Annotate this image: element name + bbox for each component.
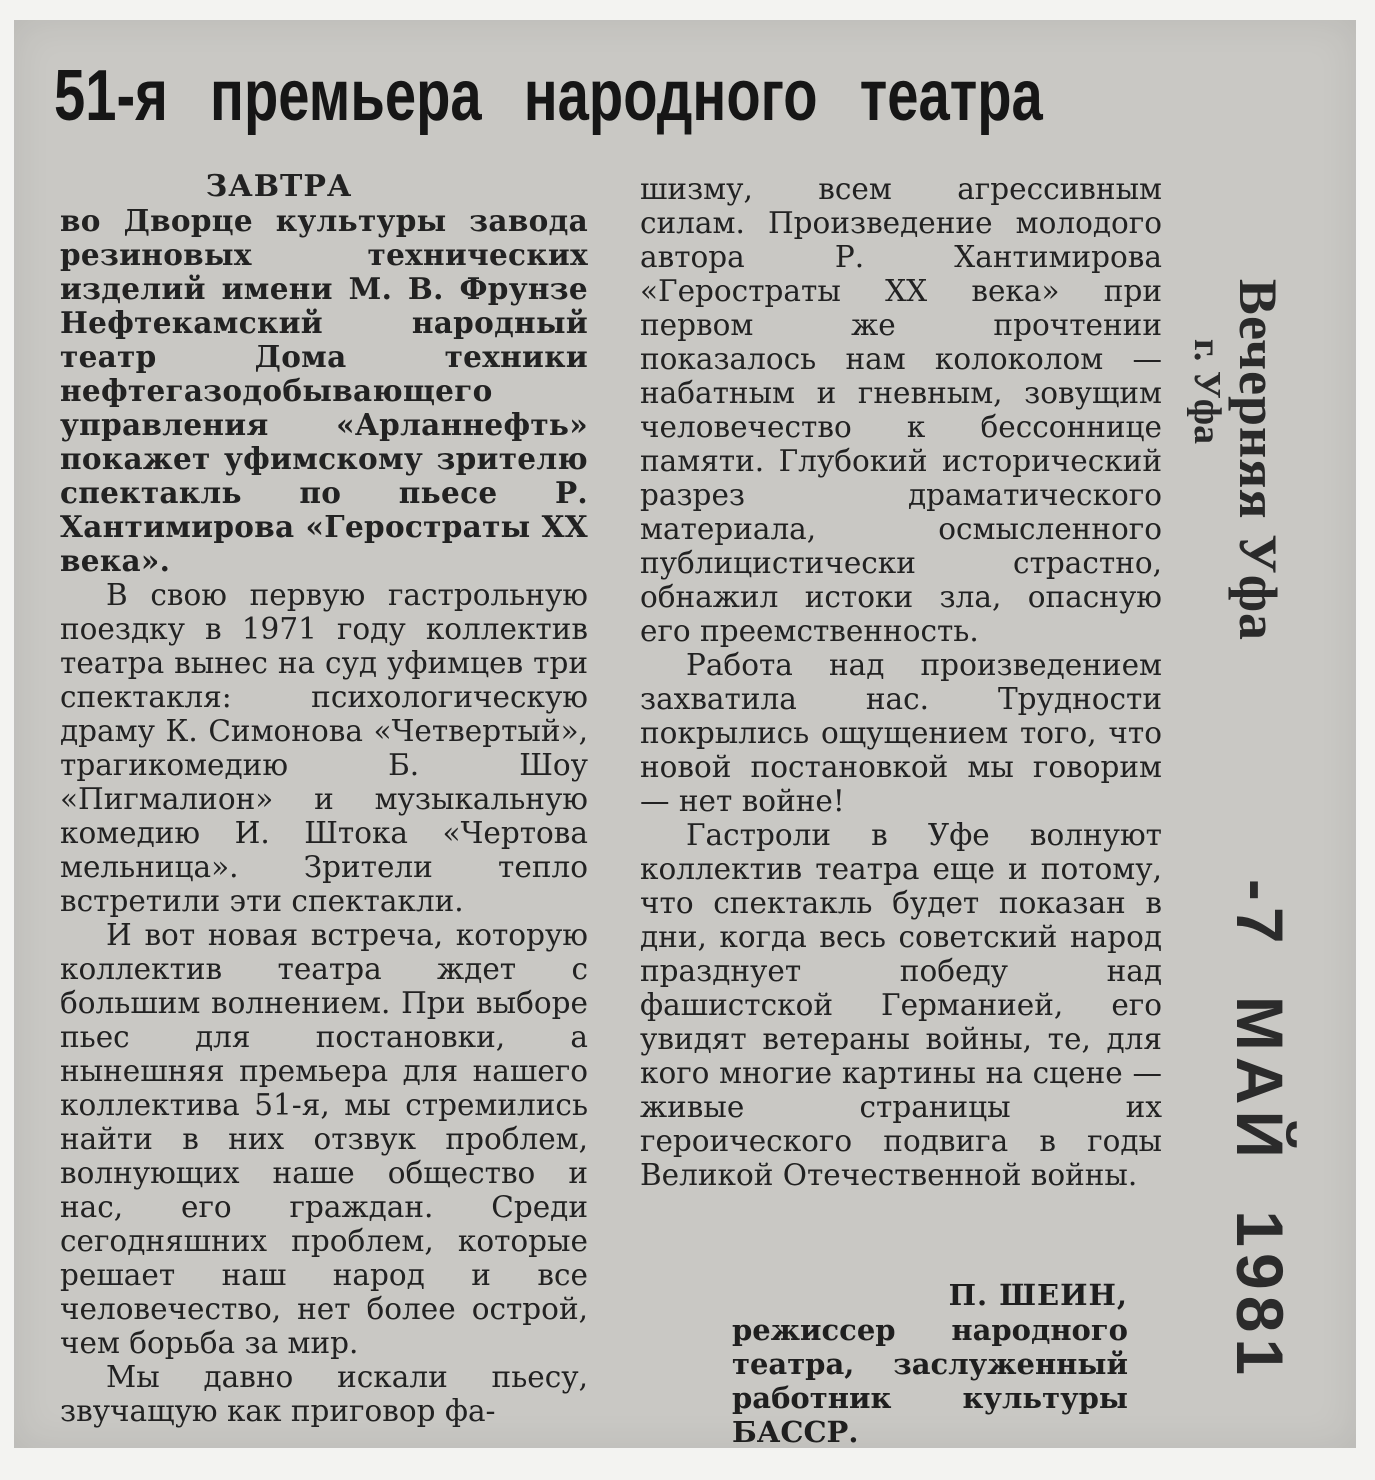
- body-paragraph-3: Мы давно искали пьесу, звучащую как приговор фа-: [60, 1360, 588, 1428]
- body-paragraph-1: В свою первую гастрольную поездку в 1971 году коллектив театра вынес на суд уфимцев три спектакля: психологическую драму К. Симонова «Четвертый», трагикомедию Б. Шоу «Пигмалион» и музыкальную комедию И. Штока «Чертова мельница». Зрители тепло встретили эти спектакли.: [60, 578, 588, 918]
- left-column: [60, 170, 588, 1428]
- date-stamp-text: -7 МАЙ 1981: [1223, 878, 1297, 1382]
- author-role: режиссер народного театра, заслуженный работник культуры БАССР.: [732, 1313, 1128, 1449]
- author-name: П. ШЕИН,: [948, 1278, 1128, 1312]
- right-column: [640, 172, 1162, 1192]
- body-paragraph-2: И вот новая встреча, которую коллектив театра ждет с большим волнением. При выборе пьес для постановки, а нынешняя премьера для нашего коллектива 51-я, мы стремились найти в них отзвук проблем, волнующих наше общество и нас, его граждан. Среди сегодняшних проблем, которые решает наш народ и все человечество, нет более острой, чем борьба за мир.: [60, 918, 588, 1360]
- article-headline: 51-я премьера народного театра: [54, 56, 1043, 136]
- announcement-heading: ЗАВТРА: [205, 169, 353, 204]
- author-signature: [732, 1278, 1128, 1449]
- newspaper-stamp: [1176, 270, 1296, 650]
- newspaper-clipping: [14, 20, 1356, 1448]
- body-paragraph-4: Работа над произведением захватила нас. Трудности покрылись ощущением того, что новой постановкой мы говорим — нет войне!: [640, 648, 1162, 818]
- date-stamp: [1210, 878, 1310, 1382]
- body-paragraph-3-continued: шизму, всем агрессивным силам. Произведение молодого автора Р. Хантимирова «Герострaты XX века» при первом же прочтении показалось нам колоколом — набатным и гневным, зовущим человечество к бессоннице памяти. Глубокий исторический разрез драматического материала, осмысленного публицистически страстно, обнажил истоки зла, опасную его преемственность.: [640, 172, 1162, 648]
- body-paragraph-5: Гастроли в Уфе волнуют коллектив театра еще и потому, что спектакль будет показан в дни, когда весь советский народ празднует победу над фашистской Германией, его увидят ветераны войны, те, для кого многие картины на сцене — живые страницы их героического подвига в годы Великой Отечественной войны.: [640, 818, 1162, 1192]
- newspaper-city: г. Уфа: [1186, 338, 1228, 445]
- lead-paragraph: во Дворце культуры завода резиновых технических изделий имени М. В. Фрунзе Нефтекамский народный театр Дома техники нефтегазодобывающего управления «Арланнефть» покажет уфимскому зрителю спектакль по пьесе Р. Хантимирова «Герострaты XX века».: [60, 203, 588, 578]
- newspaper-name: Вечерняя Уфа: [1228, 278, 1288, 642]
